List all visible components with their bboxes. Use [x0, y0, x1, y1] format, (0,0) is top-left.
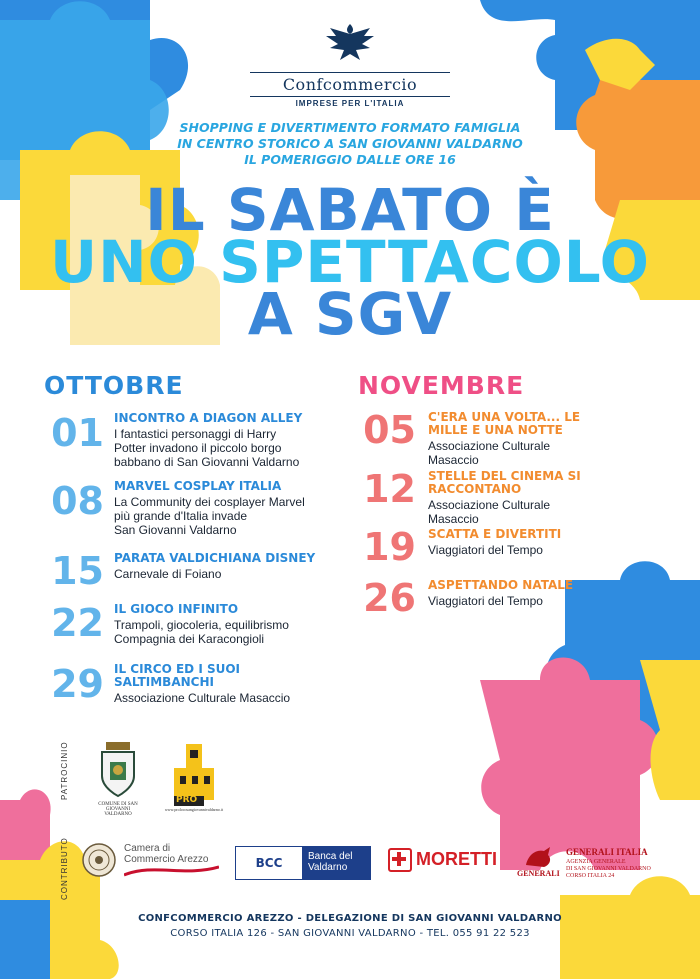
event-day: 08 — [51, 479, 104, 523]
event-details — [114, 412, 344, 469]
pro-url: www.prolocosangiovannivaldarno.it — [164, 807, 224, 812]
bcc-mark: BCC — [236, 847, 302, 879]
event-title: IL CIRCO ED I SUOI SALTIMBANCHI — [114, 662, 241, 689]
event-day: 19 — [363, 525, 416, 569]
moretti-logo: MORETTI — [388, 848, 497, 872]
main-title-line-2: UNO SPETTACOLO — [50, 228, 650, 296]
event-details — [114, 480, 344, 537]
event-details — [114, 663, 314, 705]
event-day: 05 — [363, 408, 416, 452]
intro-text — [140, 120, 560, 168]
event-description: La Community dei cosplayer Marvel più grande d'Italia invade San Giovanni Valdarno — [114, 495, 305, 537]
proloco-logo — [160, 738, 226, 816]
intro-line: IN CENTRO STORICO A SAN GIOVANNI VALDARNO — [177, 136, 523, 151]
brand-name: Confcommercio — [250, 72, 450, 97]
confcommercio-logo — [250, 22, 450, 108]
generali-title: GENERALI ITALIA — [566, 847, 648, 857]
seal-icon — [82, 843, 116, 877]
footer-line-2: CORSO ITALIA 126 - SAN GIOVANNI VALDARNO - TEL. 055 91 22 523 — [170, 928, 530, 939]
event-day: 26 — [363, 576, 416, 620]
event-details — [428, 411, 603, 467]
event-description: Viaggiatori del Tempo — [428, 543, 543, 557]
brand-subtitle: IMPRESE PER L'ITALIA — [295, 99, 405, 108]
puzzle-piece-pink-bottom — [480, 658, 659, 871]
main-title-line-1: IL SABATO È — [145, 176, 555, 244]
event-description: Carnevale di Foiano — [114, 567, 222, 581]
bcc-logo — [235, 846, 371, 880]
event-day: 22 — [51, 601, 104, 645]
bcc-bank-name: Banca del Valdarno — [302, 847, 370, 879]
event-description: I fantastici personaggi di Harry Potter invadono il piccolo borgo babbano di San Giovanni Valdarno — [114, 427, 300, 469]
event-title: IL GIOCO INFINITO — [114, 602, 239, 616]
event-title: PARATA VALDICHIANA DISNEY — [114, 551, 316, 565]
event-details — [114, 603, 344, 646]
generali-agency: AGENZIA GENERALE DI SAN GIOVANNI VALDARNO CORSO ITALIA 24 — [566, 859, 651, 879]
crest-icon — [92, 740, 144, 798]
event-details — [114, 552, 354, 581]
generali-wordmark: GENERALI — [517, 869, 560, 878]
event-details — [428, 579, 628, 608]
footer-line-1: CONFCOMMERCIO AREZZO - DELEGAZIONE DI SAN GIOVANNI VALDARNO — [138, 913, 562, 924]
month-heading-october: OTTOBRE — [44, 371, 184, 400]
event-description: Viaggiatori del Tempo — [428, 594, 543, 608]
event-description: Associazione Culturale Masaccio — [428, 439, 551, 467]
event-title: C'ERA UNA VOLTA... LE MILLE E UNA NOTTE — [428, 410, 581, 437]
event-title: MARVEL COSPLAY ITALIA — [114, 479, 282, 493]
event-description: Trampoli, giocoleria, equilibrismo Compagnia dei Karacongioli — [114, 618, 289, 646]
event-title: SCATTA E DIVERTITI — [428, 527, 562, 541]
eagle-emblem-icon — [322, 22, 378, 62]
event-title: STELLE DEL CINEMA SI RACCONTANO — [428, 469, 581, 496]
event-day: 29 — [51, 662, 104, 706]
event-day: 12 — [363, 467, 416, 511]
comune-logo — [92, 740, 144, 817]
puzzle-piece-blue-bottom-left — [0, 900, 50, 979]
event-title: INCONTRO A DIAGON ALLEY — [114, 411, 303, 425]
event-details — [428, 470, 588, 526]
swoosh-icon — [124, 865, 219, 877]
event-day: 01 — [51, 411, 104, 455]
comune-caption: COMUNE DI SAN GIOVANNI VALDARNO — [98, 802, 138, 817]
camera-commercio-logo: Camera di Commercio Arezzo — [124, 843, 219, 880]
event-description: Associazione Culturale Masaccio — [114, 691, 291, 705]
event-description: Associazione Culturale Masaccio — [428, 498, 551, 526]
main-title-line-3: A SGV — [247, 280, 453, 348]
event-details — [428, 528, 628, 557]
puzzle-piece-pink-bottom-left — [0, 789, 51, 860]
pharmacy-cross-icon — [388, 848, 412, 872]
patrocinio-label: PATROCINIO — [60, 741, 69, 800]
contributo-label: CONTRIBUTO — [60, 837, 69, 900]
lion-icon — [522, 845, 556, 869]
event-title: ASPETTANDO NATALE — [428, 578, 574, 592]
pro-text: PRO — [176, 795, 198, 805]
event-day: 15 — [51, 549, 104, 593]
intro-line: SHOPPING E DIVERTIMENTO FORMATO FAMIGLIA — [179, 120, 521, 135]
intro-line: IL POMERIGGIO DALLE ORE 16 — [244, 152, 456, 167]
month-heading-november: NOVEMBRE — [358, 371, 525, 400]
